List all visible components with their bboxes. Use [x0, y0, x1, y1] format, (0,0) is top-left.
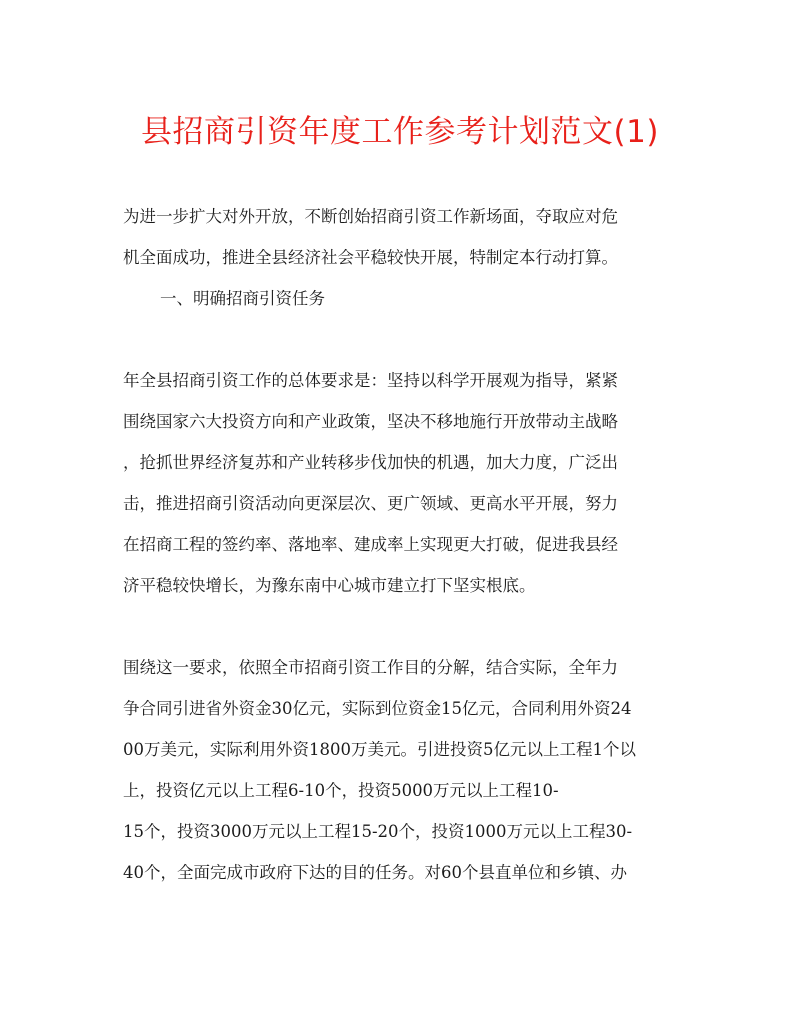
paragraph-line: 40个，全面完成市政府下达的目的任务。对60个县直单位和乡镇、办	[123, 863, 627, 882]
paragraph-line: 围绕国家六大投资方向和产业政策，坚决不移地施行开放带动主战略	[123, 412, 618, 431]
document-title: 县招商引资年度工作参考计划范文(1)	[141, 114, 659, 150]
paragraph-line: 15个，投资3000万元以上工程15-20个，投资1000万元以上工程30-	[123, 822, 633, 841]
paragraph-line: 济平稳较快增长，为豫东南中心城市建立打下坚实根底。	[123, 576, 536, 595]
paragraph-line: 争合同引进省外资金30亿元，实际到位资金15亿元，合同利用外资24	[123, 699, 632, 718]
paragraph-line: 上，投资亿元以上工程6-10个，投资5000万元以上工程10-	[123, 781, 559, 800]
paragraph-line: 为进一步扩大对外开放，不断创始招商引资工作新场面，夺取应对危	[123, 207, 618, 226]
section-heading: 一、明确招商引资任务	[160, 289, 325, 308]
paragraph-line: 机全面成功，推进全县经济社会平稳较快开展，特制定本行动打算。	[123, 248, 618, 267]
paragraph-line: 围绕这一要求，依照全市招商引资工作目的分解，结合实际，全年力	[123, 658, 618, 677]
paragraph-line: ，抢抓世界经济复苏和产业转移步伐加快的机遇，加大力度，广泛出	[123, 453, 618, 472]
paragraph-line: 00万美元，实际利用外资1800万美元。引进投资5亿元以上工程1个以	[123, 740, 636, 759]
paragraph-line: 年全县招商引资工作的总体要求是：坚持以科学开展观为指导，紧紧	[123, 371, 618, 390]
paragraph-line: 在招商工程的签约率、落地率、建成率上实现更大打破，促进我县经	[123, 535, 618, 554]
paragraph-line: 击，推进招商引资活动向更深层次、更广领域、更高水平开展，努力	[123, 494, 618, 513]
